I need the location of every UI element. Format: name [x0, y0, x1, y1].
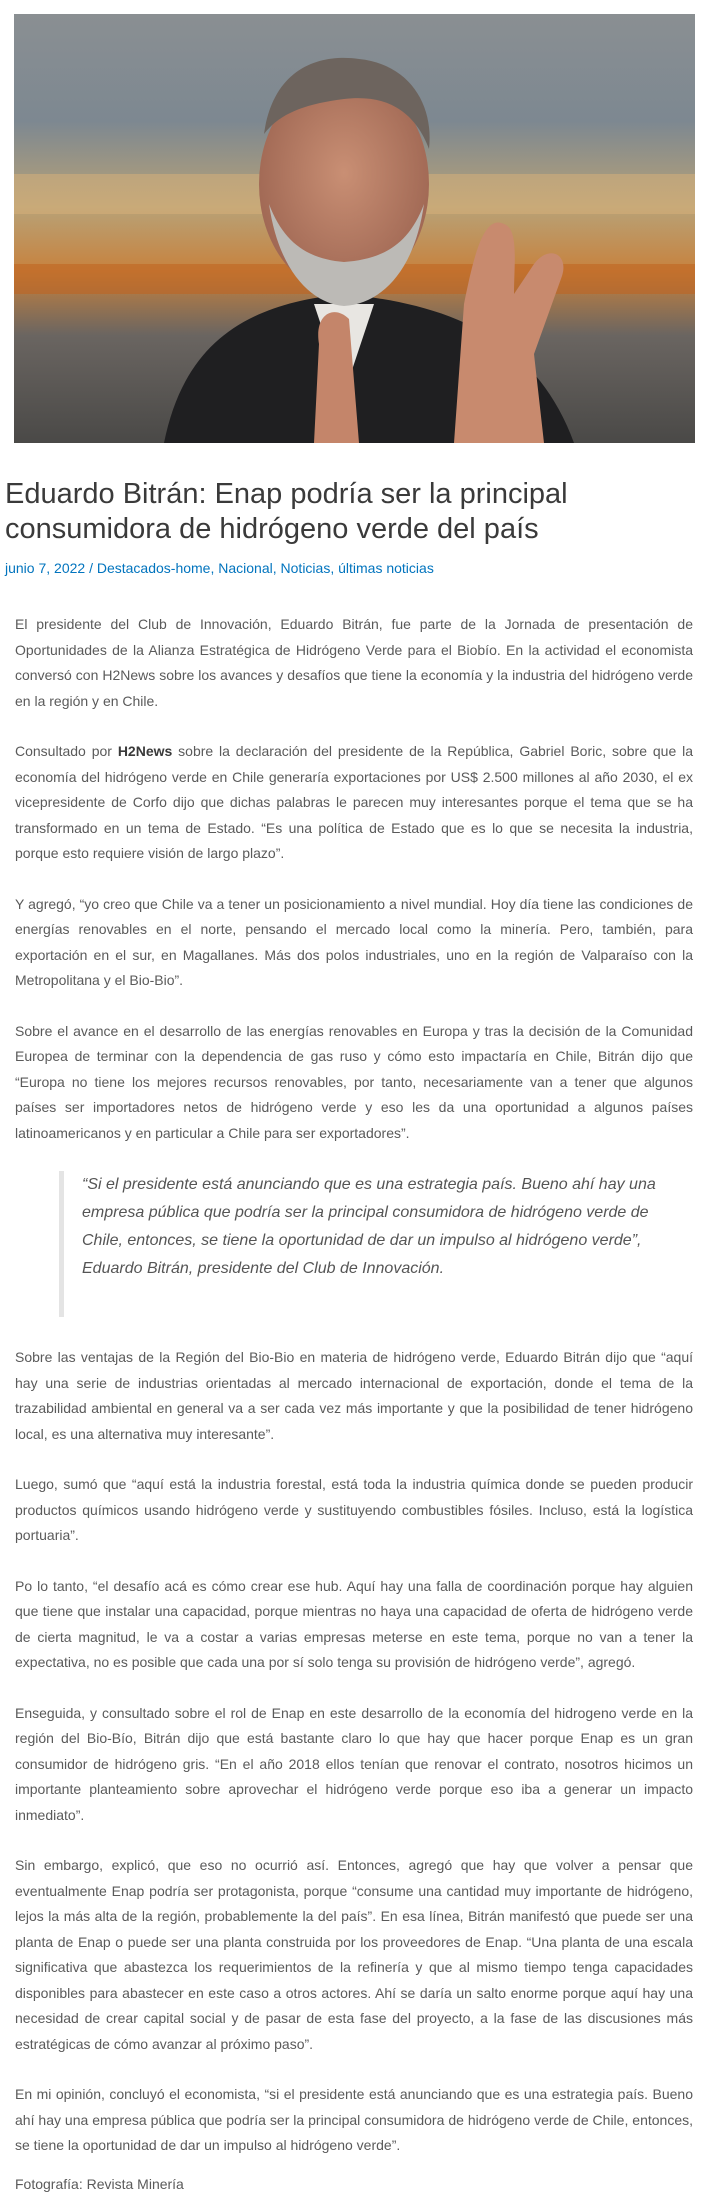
article-body [15, 612, 693, 2195]
paragraph: Sobre las ventajas de la Región del Bio-Bio en materia de hidrógeno verde, Eduardo Bitrán dijo que “aquí hay una serie de industrias orientadas al mercado internacional de exportación, donde el tema de la trazabilidad ambiental en general va a ser cada vez más importante y que la posibilidad de tener hidrógeno local, es una alternativa muy interesante”. [15, 1349, 693, 1442]
paragraph: Luego, sumó que “aquí está la industria forestal, está toda la industria química donde se pueden producir productos químicos usando hidrógeno verde y sustituyendo combustibles fósiles. Incluso, está la logística portuaria”. [15, 1476, 693, 1543]
category-link-destacados-home[interactable]: Destacados-home [96, 560, 211, 576]
man-portrait-image [14, 14, 695, 443]
paragraph: Y agregó, “yo creo que Chile va a tener un posicionamiento a nivel mundial. Hoy día tiene las condiciones de energías renovables en el norte, pensando el mercado local como la minería. Pero, también, para exportación en el sur, en Magallanes. Más dos polos industriales, uno en la región de Valparaíso con la Metropolitana y el Bio-Bio”. [15, 895, 693, 988]
category-link-noticias[interactable]: Noticias [280, 560, 331, 576]
category-link-nacional[interactable]: Nacional [218, 560, 273, 576]
meta-separator: / [85, 560, 97, 576]
photo-credit: Fotografía: Revista Minería [15, 2175, 184, 2192]
h2news-bold: H2News [117, 743, 173, 759]
article-title: Eduardo Bitrán: Enap podría ser la principal consumidora de hidrógeno verde del país [5, 478, 568, 545]
featured-photo [14, 14, 695, 443]
paragraph: El presidente del Club de Innovación, Eduardo Bitrán, fue parte de la Jornada de presentación de Oportunidades de la Alianza Estratégica de Hidrógeno Verde para el Biobío. En la actividad el economista conversó con H2News sobre los avances y desafíos que tiene la economía y la industria del hidrógeno verde en la región y en Chile. [15, 616, 693, 709]
paragraph: Po lo tanto, “el desafío acá es cómo crear ese hub. Aquí hay una falla de coordinación porque hay alguien que tiene que instalar una capacidad, porque mientras no haya una capacidad de oferta de hidrógeno verde de cierta magnitud, le va a costar a varias empresas meterse en este tema, porque no van a tener la expectativa, no es posible que cada una por sí solo tenga su provisión de hidrógeno verde”, agregó. [15, 1577, 693, 1670]
post-meta: junio 7, 2022 / Destacados-home, Nacional, Noticias, últimas noticias [5, 560, 434, 576]
paragraph: Sin embargo, explicó, que eso no ocurrió así. Entonces, agregó que hay que volver a pensar que eventualmente Enap podría ser protagonista, porque “consume una cantidad muy importante de hidrógeno, lejos la más alta de la región, probablemente la del país”. En esa línea, Bitrán manifestó que puede ser una planta de Enap o puede ser una planta construida por los proveedores de Enap. “Una planta de una escala significativa que abastezca los requerimientos de la refinería y que al mismo tiempo tenga capacidades disponibles para abastecer en este caso a otros actores. Ahí se daría un salto enorme porque aquí hay una necesidad de crear capital social y de pasar de esta fase del proyecto, a la fase de las discusiones más estratégicas de cómo avanzar al próximo paso”. [15, 1857, 693, 2052]
pull-quote [59, 1171, 696, 1317]
paragraph: En mi opinión, concluyó el economista, “si el presidente está anunciando que es una estrategia país. Bueno ahí hay una empresa pública que podría ser la principal consumidora de hidrógeno verde de Chile, entonces, se tiene la oportunidad de dar un impulso al hidrógeno verde”. [15, 2086, 693, 2153]
paragraph [15, 739, 693, 867]
category-link-ultimas-noticias[interactable]: últimas noticias [338, 560, 434, 576]
quote-text: “Si el presidente está anunciando que es una estrategia país. Bueno ahí hay una empresa pública que podría ser la principal consumidora de hidrógeno verde de Chile, entonces, se tiene la oportunidad de dar un impulso al hidrógeno verde”, Eduardo Bitrán, presidente del Club de Innovación. [82, 1176, 656, 1277]
paragraph-text: Consultado por [15, 743, 118, 759]
paragraph: Sobre el avance en el desarrollo de las energías renovables en Europa y tras la decisión de la Comunidad Europea de terminar con la dependencia de gas ruso y cómo esto impactaría en Chile, Bitrán dijo que “Europa no tiene los mejores recursos renovables, por tanto, necesariamente van a tener que algunos países ser importadores netos de hidrógeno verde y eso les da una oportunidad a algunos países latinoamericanos y en particular a Chile para ser exportadores”. [15, 1022, 693, 1141]
paragraph: Enseguida, y consultado sobre el rol de Enap en este desarrollo de la economía del hidrogeno verde en la región del Bio-Bío, Bitrán dijo que está bastante claro lo que hay que hacer porque Enap es un gran consumidor de hidrógeno gris. “En el año 2018 ellos tenían que renovar el contrato, nosotros hicimos un importante planteamiento sobre aprovechar el hidrógeno verde porque eso iba a generar un impacto inmediato”. [15, 1704, 693, 1823]
paragraph-text: sobre la declaración del presidente de la República, Gabriel Boric, sobre que la economía del hidrógeno verde en Chile generaría exportaciones por US$ 2.500 millones al año 2030, el ex vicepresidente de Corfo dijo que dichas palabras le parecen muy interesantes porque el tema que se ha transformado en un tema de Estado. “Es una política de Estado que es lo que se necesita la industria, porque esto requiere visión de largo plazo”. [15, 743, 693, 861]
post-date-link[interactable]: junio 7, 2022 [5, 560, 86, 576]
